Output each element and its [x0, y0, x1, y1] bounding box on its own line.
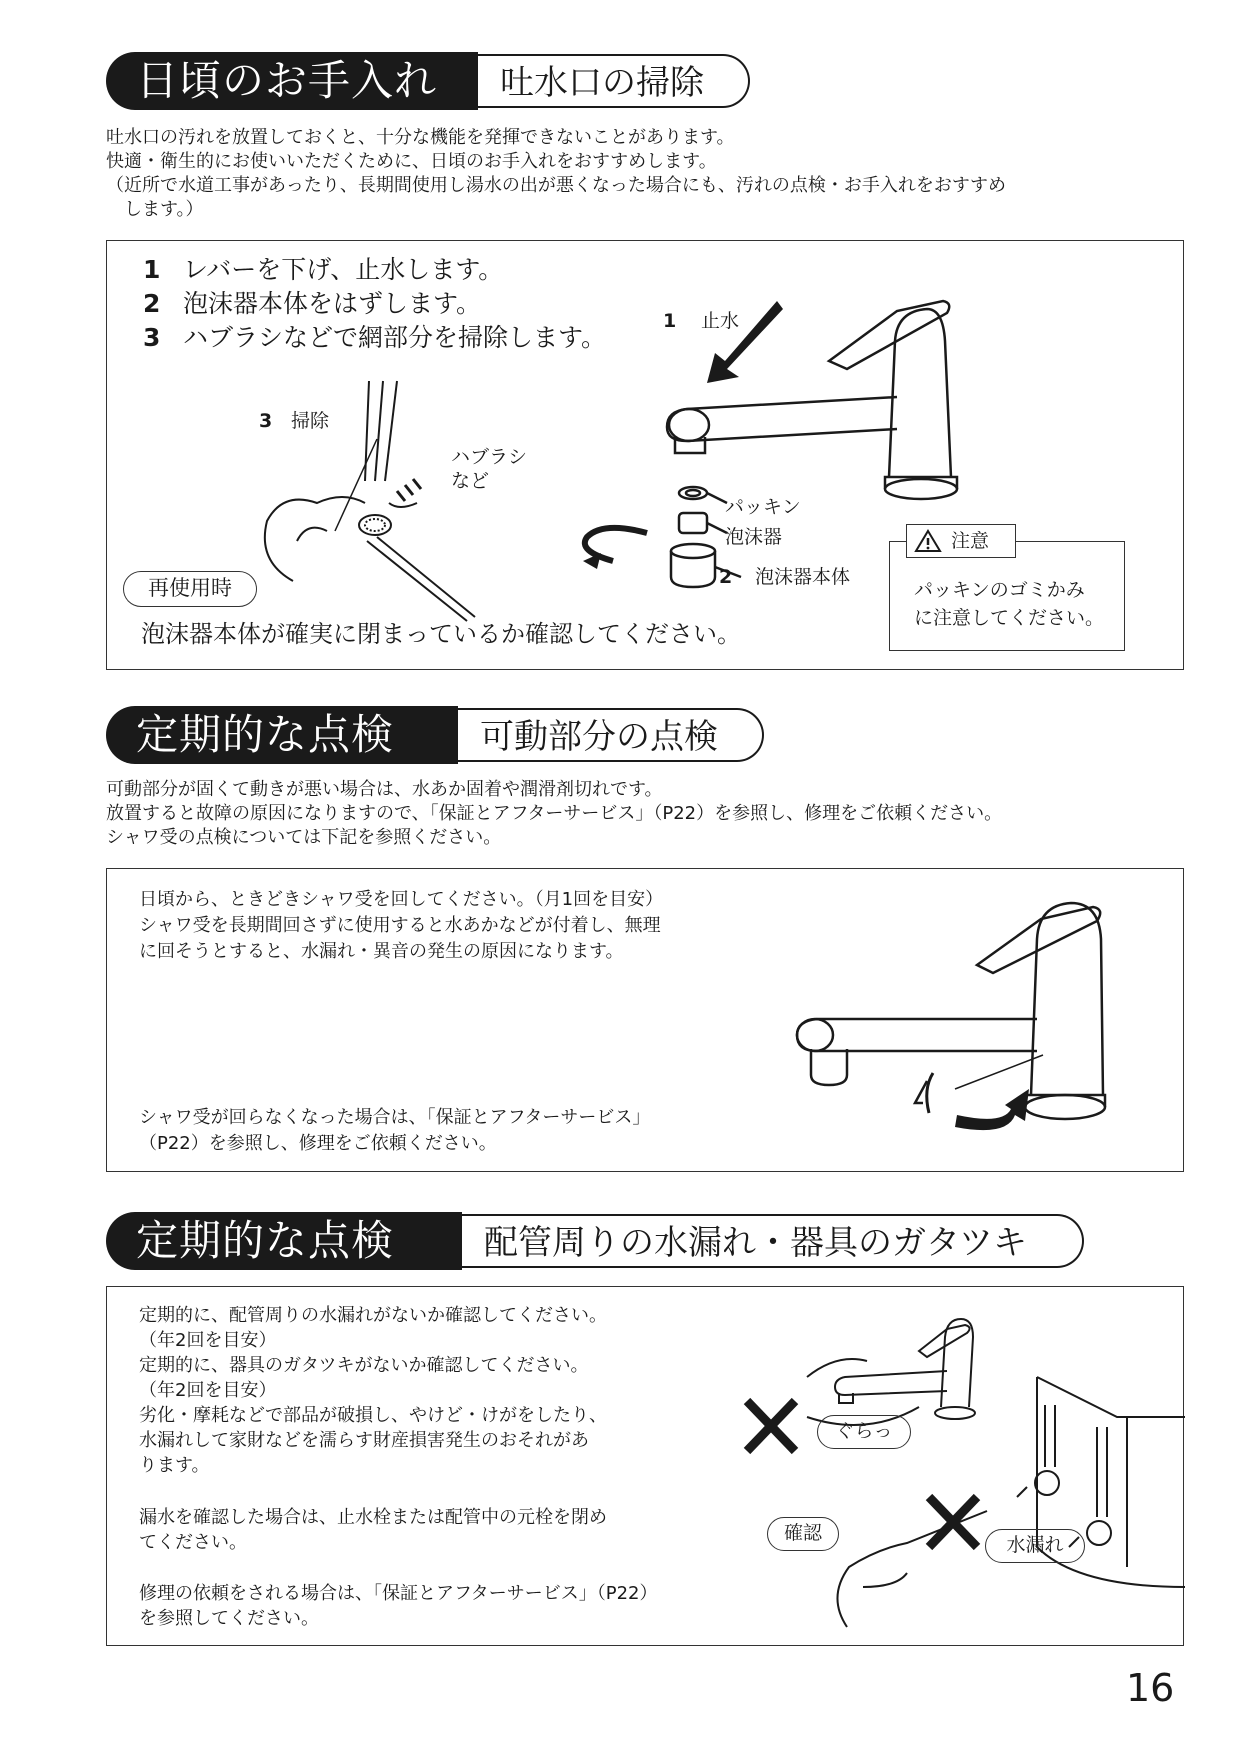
section3-subtitle: 配管周りの水漏れ・器具のガタツキ	[462, 1214, 1084, 1268]
section1-box	[106, 240, 1184, 670]
section2-box	[106, 868, 1184, 1172]
intro-line: 放置すると故障の原因になりますので、「保証とアフターサービス」（P22）を参照し、修理をご依頼ください。	[106, 803, 1003, 824]
faucet-shower-illustration	[107, 869, 1185, 1173]
caution-line: に注意してください。	[914, 607, 1105, 629]
packing-label: パッキン	[725, 496, 801, 518]
box-line: （年2回を目安）	[139, 1380, 277, 1401]
box-line: てください。	[139, 1532, 247, 1553]
step-item: 2 泡沫器本体をはずします。	[143, 289, 482, 318]
section2-subtitle: 可動部分の点検	[458, 708, 764, 762]
brush-label-1: ハブラシ	[451, 446, 528, 468]
leak-label: 水漏れ	[985, 1529, 1085, 1563]
box-line: 修理の依頼をされる場合は、「保証とアフターサービス」（P22）	[139, 1583, 658, 1604]
box-line: 劣化・摩耗などで部品が破損し、やけど・けがをしたり、	[139, 1405, 607, 1426]
reuse-text: 泡沫器本体が確実に閉まっているか確認してください。	[141, 620, 741, 648]
intro-line: シャワ受の点検については下記を参照ください。	[106, 827, 502, 848]
body-label: 泡沫器本体	[755, 566, 851, 588]
box-line: 定期的に、配管周りの水漏れがないか確認してください。	[139, 1305, 607, 1326]
step-item: 3 ハブラシなどで網部分を掃除します。	[143, 323, 607, 352]
caution-header	[906, 524, 1016, 558]
stop-num-label: 1	[663, 310, 677, 332]
page-number: 16	[1126, 1666, 1175, 1710]
box-line: （年2回を目安）	[139, 1330, 277, 1351]
wobble-label: ぐらっ	[817, 1415, 911, 1449]
section1-title: 日頃のお手入れ	[106, 52, 478, 110]
step-item: 1 レバーを下げ、止水します。	[143, 255, 504, 284]
intro-line: 快適・衛生的にお使いいただくために、日頃のお手入れをおすすめします。	[106, 151, 717, 172]
box-line: 日頃から、ときどきシャワ受を回してください。（月1回を目安）	[139, 889, 664, 910]
box-line: 水漏れして家財などを濡らす財産損害発生のおそれがあ	[139, 1430, 589, 1451]
check-label: 確認	[767, 1517, 839, 1551]
clean-label: 掃除	[291, 410, 330, 432]
body-num-label: 2	[719, 566, 733, 588]
section2-title: 定期的な点検	[106, 706, 458, 764]
reuse-badge: 再使用時	[123, 571, 257, 607]
section1-subtitle: 吐水口の掃除	[478, 54, 750, 108]
warning-icon	[915, 529, 941, 553]
box-line: シャワ受を長期間回さずに使用すると水あかなどが付着し、無理	[139, 915, 661, 936]
caution-line: パッキンのゴミかみ	[914, 579, 1085, 601]
box-line: シャワ受が回らなくなった場合は、「保証とアフターサービス」	[139, 1107, 651, 1128]
intro-line: します。）	[106, 199, 204, 220]
stop-label: 止水	[701, 310, 740, 332]
caution-title: 注意	[951, 530, 990, 552]
intro-line: 吐水口の汚れを放置しておくと、十分な機能を発揮できないことがあります。	[106, 127, 735, 148]
intro-line: 可動部分が固くて動きが悪い場合は、水あか固着や潤滑剤切れです。	[106, 779, 663, 800]
section3-title: 定期的な点検	[106, 1212, 462, 1270]
brush-label-2: など	[451, 470, 490, 492]
section3-box	[106, 1286, 1184, 1646]
box-line: （P22）を参照し、修理をご依頼ください。	[139, 1133, 497, 1154]
box-line: 漏水を確認した場合は、止水栓または配管中の元栓を閉め	[139, 1507, 607, 1528]
leak-check-illustration	[107, 1287, 1185, 1647]
clean-num-label: 3	[259, 410, 273, 432]
caution-box	[889, 530, 1125, 651]
intro-line: （近所で水道工事があったり、長期間使用し湯水の出が悪くなった場合にも、汚れの点検・お手入れをおすすめ	[106, 175, 1006, 196]
box-line: ります。	[139, 1455, 210, 1476]
box-line: に回そうとすると、水漏れ・異音の発生の原因になります。	[139, 941, 624, 962]
box-line: 定期的に、器具のガタツキがないか確認してください。	[139, 1355, 589, 1376]
box-line: を参照してください。	[139, 1608, 319, 1629]
aerator-label: 泡沫器	[725, 526, 783, 548]
